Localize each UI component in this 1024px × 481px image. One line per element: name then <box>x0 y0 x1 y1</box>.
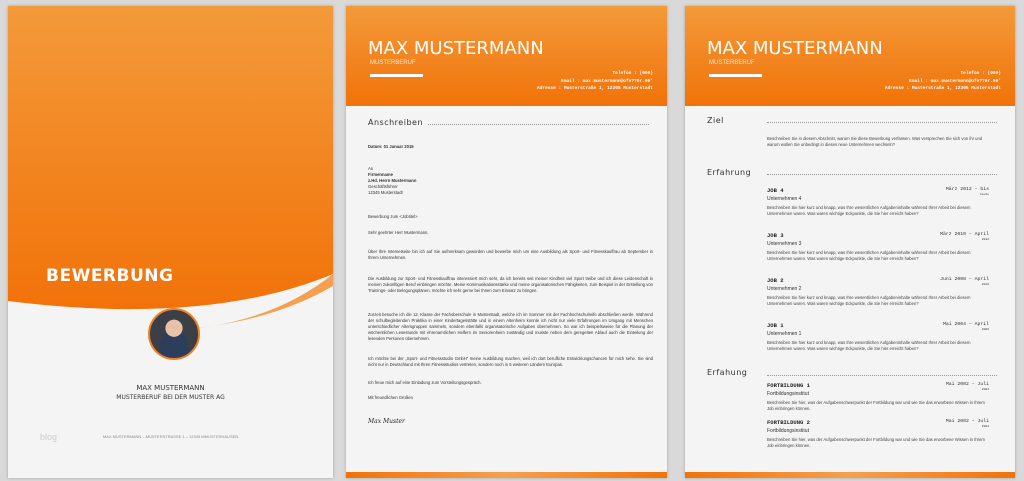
cv-page <box>685 6 1015 478</box>
entry-date: März 2012 – bis <box>945 187 989 192</box>
entry-company: Unternehmen 3 <box>767 241 802 247</box>
page-header <box>346 6 667 106</box>
paragraph: Die Ausbildung zur Sport- und Fitnesskauffrau interessiert mich sehr, da ich bereits seit meiner Kindheit viel Sport treibe und ich diese Leidenschaft in meinen zukünftigen Beruf einbringen möchte. Meine Kommunikationsstärke und meine organisatorischen Fähigkeiten, zum Beispiel in der Erstellung von Trainings- oder Belegungsplänen, möchte ich sehr gerne bei Ihnen zum Einsatz zu bringen. <box>368 276 653 293</box>
header-name: MAX MUSTERMANN <box>368 38 544 59</box>
entry-company: Unternehmen 1 <box>767 331 802 337</box>
entry-title: JOB 4 <box>767 187 784 194</box>
signature: Max Muster <box>368 418 405 425</box>
entry-description: Beschreiben Sie hier kurz und knapp, was Ihre wesentlichen Aufgabeninhalte während Ihrer Arbeit bei diesem Unternehmen waren. Was waren wichtige Eckpunkte, die Sie hier erreicht haben? <box>767 250 971 261</box>
entry-title: JOB 3 <box>767 232 784 239</box>
header-subtitle: MUSTERBERUF <box>370 60 416 66</box>
entry-date-end: heute <box>979 193 989 196</box>
divider <box>767 122 997 123</box>
recipient-position: Geschäftsführer <box>368 184 398 189</box>
contact-block <box>537 70 653 93</box>
section-education: Erfahung <box>707 368 748 377</box>
entry-date: Mai 2002 – Juli <box>945 419 989 424</box>
section-goal: Ziel <box>707 116 724 125</box>
entry-date-end: 2008 <box>981 328 989 331</box>
paragraph: Ich möchte bei der „Sport- und Fitnessstudio GmbH“ meine Ausbildung machen, weil ich dort berufliche Entwicklungschancen für mich sehe. Sie sind nicht nur in Deutschland mit Ihren Fitnessstudios vertreten, sondern noch in 5 weiteren Ländern Europas. <box>368 356 653 367</box>
letter-date: Datum: 01 Januar 2015 <box>368 144 414 149</box>
entry-description: Beschreiben Sie hier, was der Aufgabenschwerpunkt der Fortbildung war und wie Sie das erworbene Wissen in Ihrem Job einbringen können. <box>767 400 985 411</box>
header-subtitle: MUSTERBERUF <box>709 60 755 66</box>
recipient-company: Firmenname <box>368 172 393 177</box>
section-experience: Erfahrung <box>707 168 752 177</box>
entry-company: Fortbildungsinstitut <box>767 428 809 434</box>
recipient-block <box>368 166 416 196</box>
email: Email : max.mustermann@ofe??0r.00' <box>561 78 653 84</box>
paragraph: Ich freue mich auf eine Einladung zum Vorstellungsgespräch. <box>368 380 482 385</box>
cover-name: MAX MUSTERMANN <box>136 384 205 392</box>
cover-role: MUSTERBERUF BEI DER MUSTER AG <box>116 394 225 401</box>
phone: Telefon : (000) <box>960 71 1001 76</box>
divider <box>767 174 997 175</box>
watermark: blog <box>40 432 58 442</box>
entry-description: Beschreiben Sie hier kurz und knapp, was Ihre wesentlichen Aufgabeninhalte während Ihrer Arbeit bei diesem Unternehmen waren. Was waren wichtige Eckpunkte, die Sie hier erreicht haben? <box>767 295 971 306</box>
entry-date-end: 2012 <box>981 238 989 241</box>
address: Adresse : Musterstraße 1, 12305 Musterstadt <box>884 86 1001 91</box>
header-underline <box>709 74 762 77</box>
cover-letter-page <box>346 6 667 478</box>
entry-title: JOB 2 <box>767 277 784 284</box>
cover-orange-background <box>8 6 333 336</box>
contact-block <box>885 70 1001 93</box>
header-name: MAX MUSTERMANN <box>707 38 883 59</box>
cover-footer: MAX MUSTERMANN – MUSTERSTRASSE 1 – 12345 MMUSTERHAUSEN <box>102 434 239 439</box>
letter-closing: Mit freundlichen Grüßen <box>368 395 413 400</box>
entry-company: Unternehmen 2 <box>767 286 802 292</box>
phone: Telefon : (000) <box>612 71 653 76</box>
entry-description: Beschreiben Sie hier, was der Aufgabenschwerpunkt der Fortbildung war und wie Sie das erworbene Wissen in Ihrem Job einbringen können. <box>767 437 985 448</box>
email: Email : max.mustermann@ofe??0r.00' <box>909 78 1001 84</box>
entry-title: FORTBILDUNG 1 <box>767 382 810 389</box>
entry-description: Beschreiben Sie hier kurz und knapp, was Ihre wesentlichen Aufgabeninhalte während Ihrer Arbeit bei diesem Unternehmen waren. Was waren wichtige Eckpunkte, die Sie hier erreicht haben? <box>767 340 971 351</box>
entry-date-end: 2004 <box>981 425 989 428</box>
entry-date-end: 2010 <box>981 283 989 286</box>
address: Adresse : Musterstraße 1, 12305 Musterstadt <box>536 86 653 91</box>
divider <box>428 124 649 125</box>
profile-photo <box>148 308 200 360</box>
recipient-to: An <box>368 166 374 171</box>
recipient-attn: z.Hd. Herrn Mustermann <box>368 178 417 183</box>
recipient-city: 12345 Musterstadt <box>368 190 403 195</box>
entry-date: Mai 2004 – April <box>942 322 989 327</box>
entry-date: Mai 2002 – Juli <box>945 382 989 387</box>
entry-date: Juni 2008 – April <box>940 277 989 282</box>
letter-subject: Bewerbung zum <Jobtitel> <box>368 214 418 219</box>
entry-description: Beschreiben Sie hier kurz und knapp, was Ihre wesentlichen Aufgabeninhalte während Ihrer Arbeit bei diesem Unternehmen waren. Was waren wichtige Eckpunkte, die Sie hier erreicht haben? <box>767 205 971 216</box>
page-header <box>685 6 1015 106</box>
cover-title: BEWERBUNG <box>46 266 174 286</box>
entry-company: Unternehmen 4 <box>767 196 802 202</box>
paragraph: Über Ihre Internetseite bin ich auf Sie aufmerksam geworden und bewerbe mich um eine Ausbildung als Sport- und Fitnesskauffrau ab September in Ihrem Unternehmen. <box>368 249 653 260</box>
footer-bar <box>346 472 667 478</box>
entry-title: JOB 1 <box>767 322 784 329</box>
entry-company: Fortbildungsinstitut <box>767 391 809 397</box>
paragraph: Zurzeit besuche ich die 12. Klasse der Fachoberschule in Musterstadt, welche ich im Sommer mit der Fachhochschulreife abschließen werde. Während der schulbegleitenden Praktika in einer Kindertagesstätte und in einem Altenheim konnte ich nicht nur viele Erfahrungen im Umgang mit Menschen unterschiedlicher Altersgruppen sammeln, sondern ebenfalls organisatorische Aufgaben übernehmen. So war ich beispielsweise für die Planung der wöchentlichen Lesestunde mit ehrenamtlichen Helfern im Seniorenheim zuständig und musste neben dem geregelten Ablauf auch die Einteilung der lesenden Personen übernehmen. <box>368 312 653 341</box>
header-underline <box>370 74 423 77</box>
section-title: Anschreiben <box>368 118 424 127</box>
entry-date-end: 2004 <box>981 388 989 391</box>
divider <box>767 375 997 376</box>
cover-page <box>8 6 333 478</box>
entry-date: März 2010 – April <box>940 232 989 237</box>
footer-bar <box>685 472 1015 478</box>
entry-title: FORTBILDUNG 2 <box>767 419 810 426</box>
letter-salutation: Sehr geehrter Herr Mustermann, <box>368 230 429 235</box>
goal-text: Beschreiben Sie in diesem Abschnitt, warum Sie diese Bewerbung verfassen. Was versprechen Sie sich von ihr und warum wollen Sie unbedingt in dieses neue Unternehmen wechseln? <box>767 136 983 147</box>
